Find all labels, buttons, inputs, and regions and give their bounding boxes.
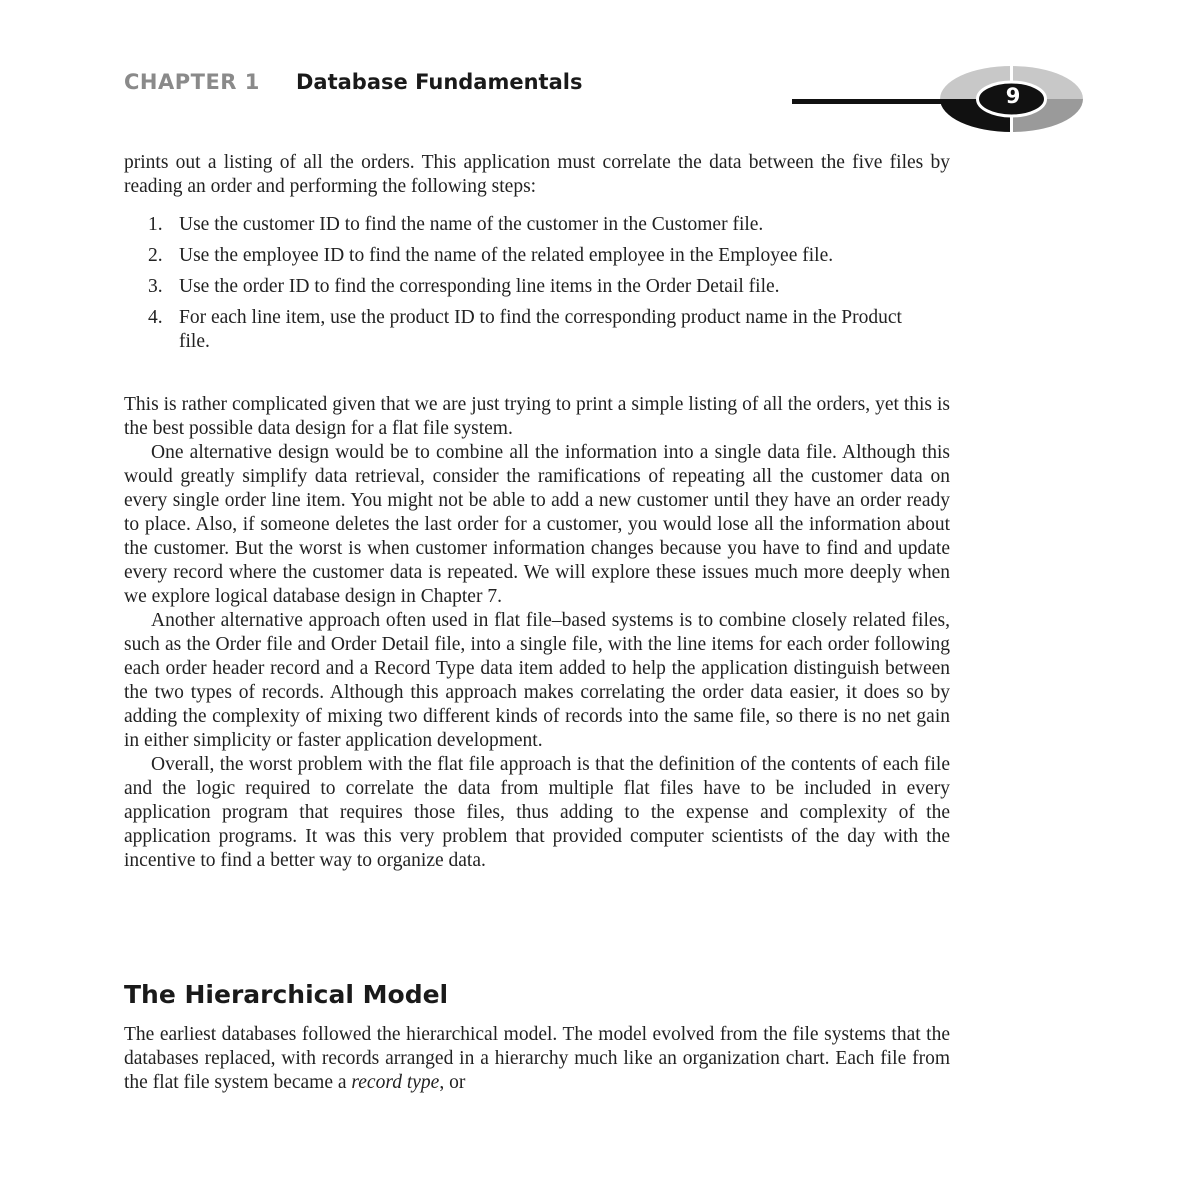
chapter-title: Database Fundamentals	[296, 70, 583, 94]
body-text	[124, 393, 950, 873]
section-paragraph	[124, 1023, 950, 1095]
paragraph: Another alternative approach often used in flat file–based systems is to combine closely related files, such as the Order file and Order Detail file, into a single file, with the line items for each order following each order header record and a Record Type data item added to help the application distinguish between the two types of records. Although this approach makes correlating the order data easier, it does so by adding the complexity of mixing two different kinds of records into the same file, so there is no net gain in either simplicity or faster application development.	[124, 610, 950, 751]
list-item	[148, 306, 948, 354]
intro-text: prints out a listing of all the orders. This application must correlate the data between the five files by reading an order and performing the following steps:	[124, 152, 950, 197]
list-number: 3.	[148, 276, 163, 297]
list-number: 2.	[148, 245, 163, 266]
header-rule	[792, 99, 962, 104]
list-text: Use the employee ID to find the name of the related employee in the Employee file.	[179, 245, 834, 266]
list-text: Use the customer ID to find the name of the customer in the Customer file.	[179, 214, 764, 235]
section-heading: The Hierarchical Model	[124, 980, 449, 1009]
list-item	[148, 244, 948, 268]
paragraph: Overall, the worst problem with the flat file approach is that the definition of the contents of each file and the logic required to correlate the data from multiple flat files have to be included in every application program that requires those files, thus adding to the expense and complexity of the application programs. It was this very problem that provided computer scientists of the day with the incentive to find a better way to organize data.	[124, 754, 950, 871]
paragraph: This is rather complicated given that we are just trying to print a simple listing of all the orders, yet this is the best possible data design for a flat file system.	[124, 394, 950, 439]
paragraph: One alternative design would be to combine all the information into a single data file. Although this would greatly simplify data retrieval, consider the ramifications of repeating all the customer data on every single order line item. You might not be able to add a new customer until they have an order ready to place. Also, if someone deletes the last order for a customer, you would lose all the information about the customer. But the worst is when customer information changes because you have to find and update every record where the customer data is repeated. We will explore these issues much more deeply when we explore logical database design in Chapter 7.	[124, 442, 950, 607]
chapter-label: CHAPTER 1	[124, 70, 260, 94]
intro-paragraph	[124, 151, 950, 199]
list-number: 1.	[148, 214, 163, 235]
paragraph	[124, 1023, 950, 1095]
list-item	[148, 213, 948, 237]
list-number: 4.	[148, 307, 163, 328]
italic-term: record type	[351, 1072, 440, 1093]
paragraph-text-end: , or	[439, 1072, 466, 1093]
list-item	[148, 275, 948, 299]
paragraph-text: The earliest databases followed the hierarchical model. The model evolved from the file systems that the databases replaced, with records arranged in a hierarchy much like an organization chart. Each file from the flat file system became a	[124, 1024, 950, 1093]
list-text: Use the order ID to find the corresponding line items in the Order Detail file.	[179, 276, 780, 297]
page-number: 9	[1005, 84, 1021, 108]
steps-list	[148, 213, 948, 361]
list-text: For each line item, use the product ID to find the corresponding product name in the Product file.	[179, 307, 902, 352]
